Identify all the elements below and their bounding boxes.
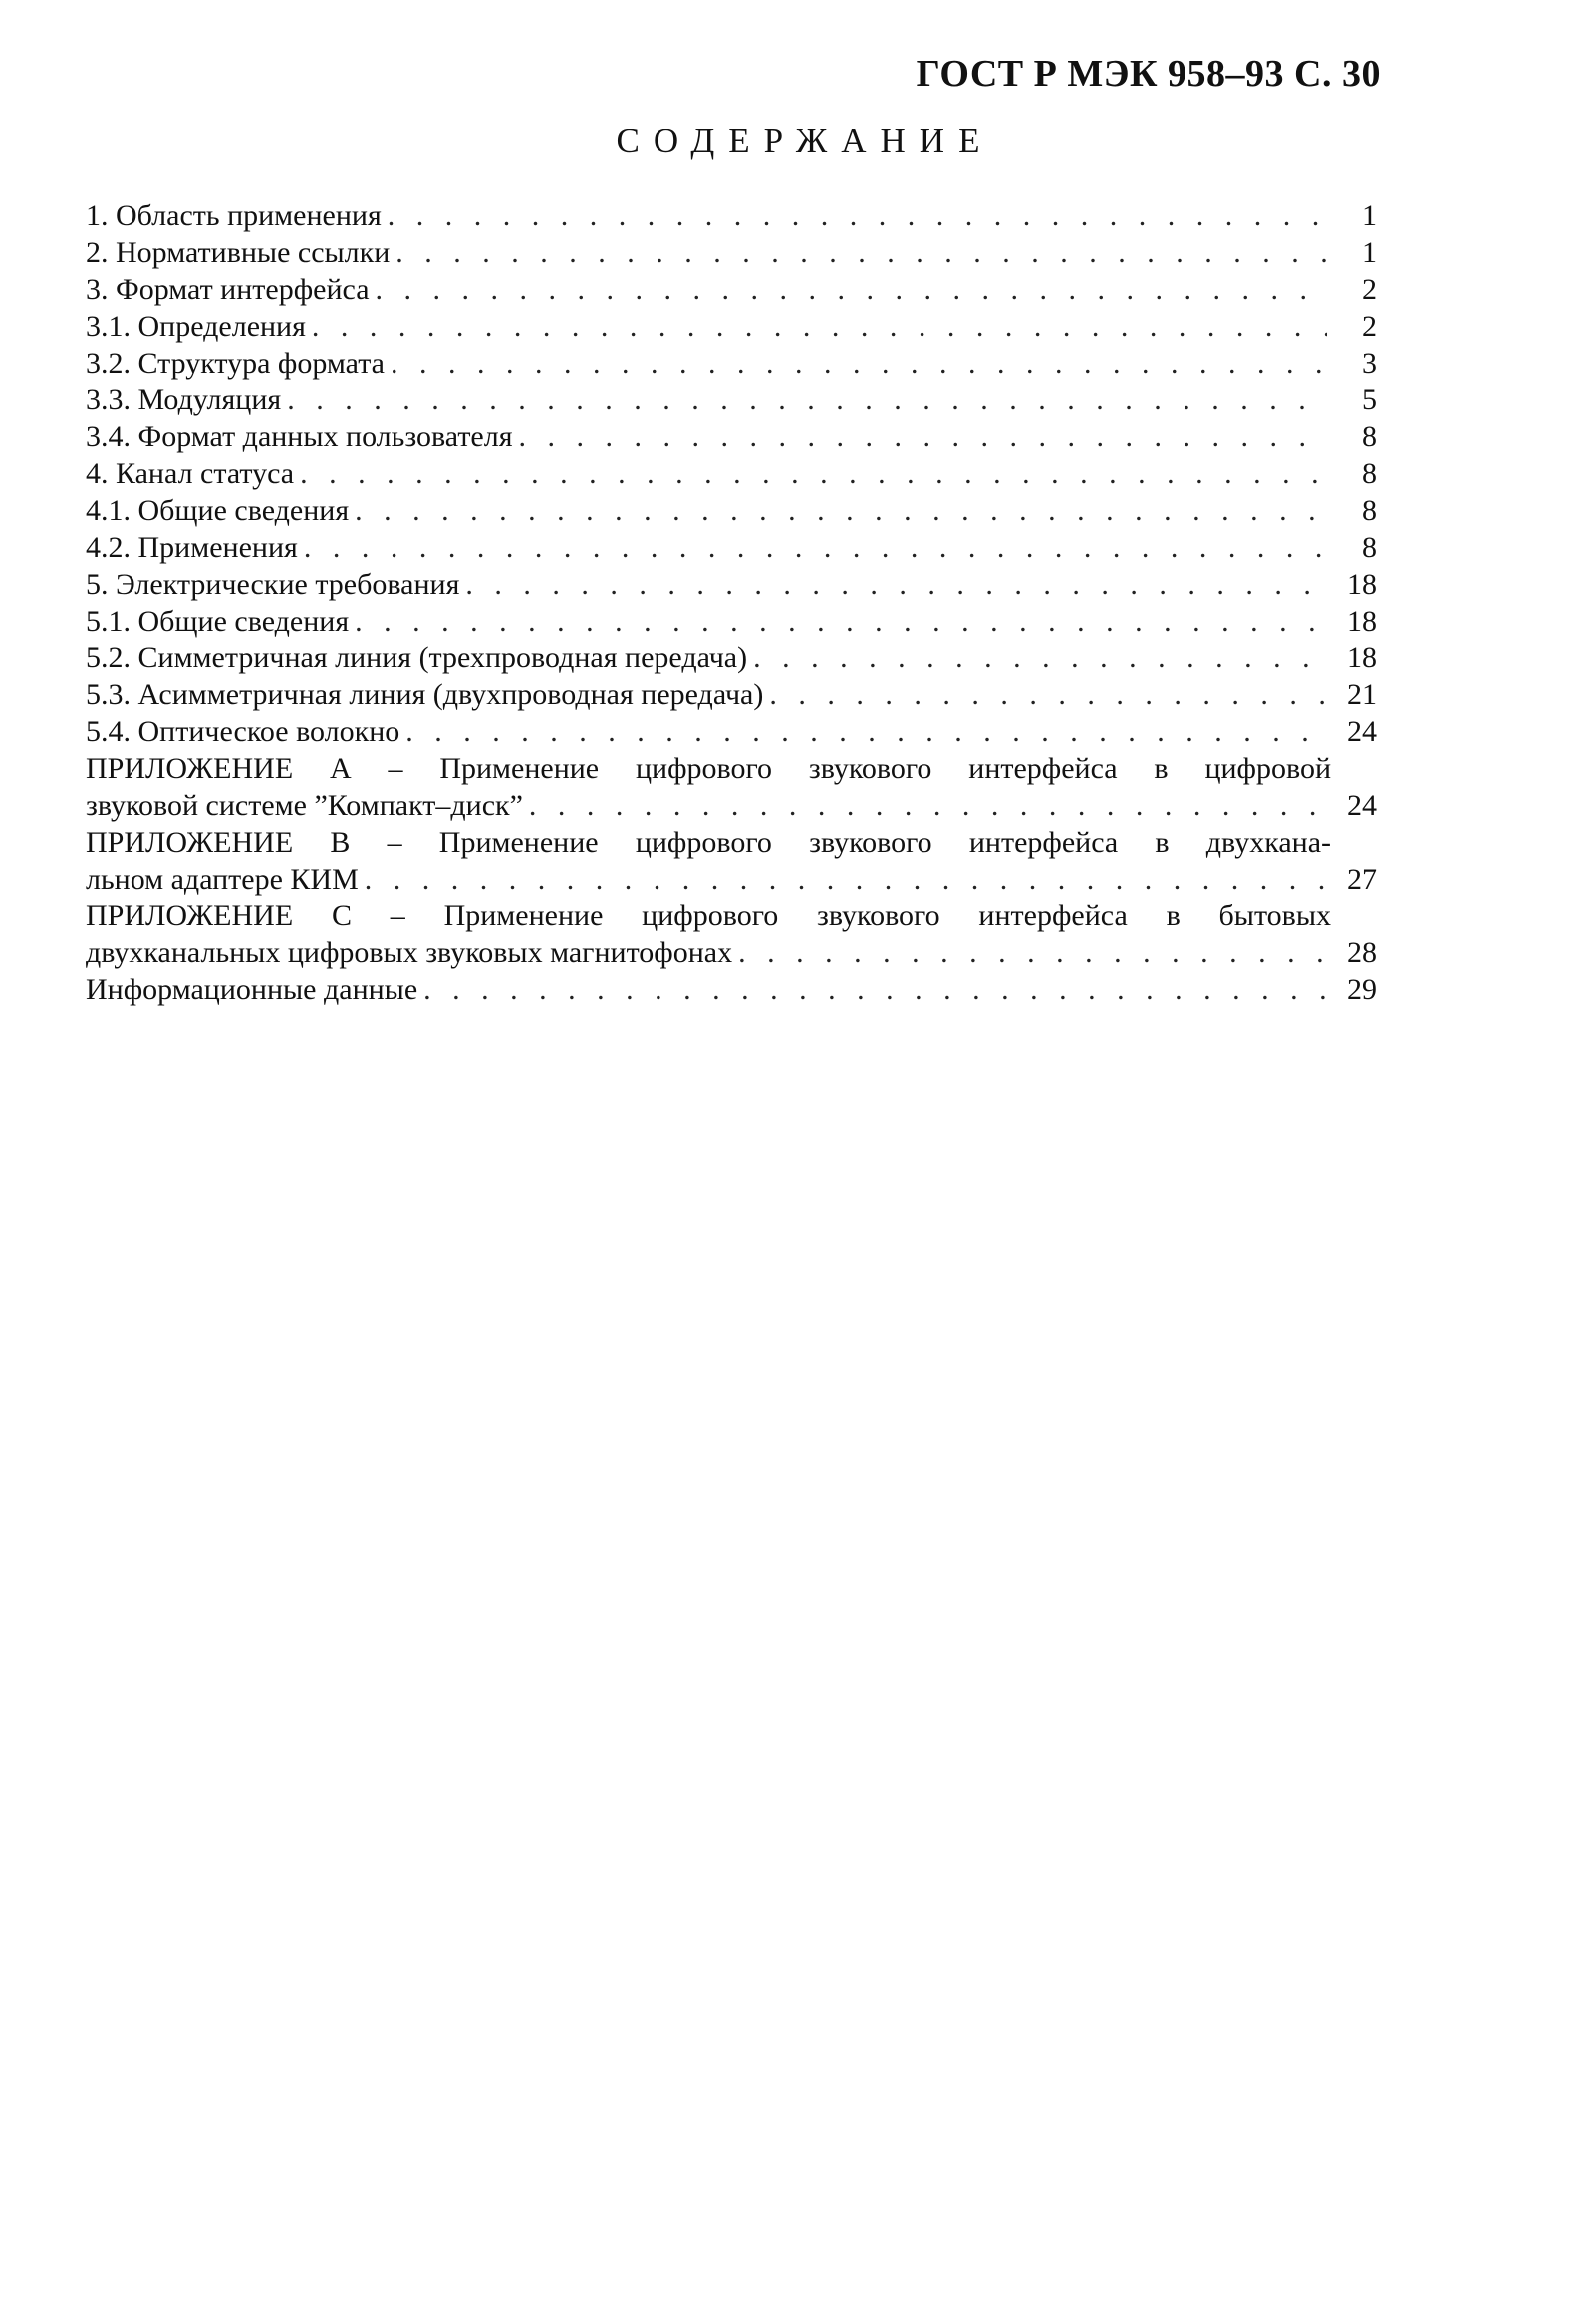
- toc-entry: [86, 529, 1377, 566]
- toc-entry-page: 1: [1362, 236, 1377, 269]
- dot-leader: [376, 271, 1327, 308]
- toc-entry-page: 2: [1362, 310, 1377, 343]
- toc-entry-label: 5.3. Асимметричная линия (двухпроводная передача): [86, 678, 764, 711]
- toc-entry: [86, 455, 1377, 492]
- dot-leader: [355, 603, 1327, 640]
- toc-entry-page: 21: [1347, 678, 1377, 711]
- toc-entry-page: 3: [1362, 347, 1377, 380]
- dot-leader: [287, 382, 1327, 418]
- dot-leader: [365, 861, 1327, 898]
- toc-entry-page: 1: [1362, 199, 1377, 232]
- toc-entry: [86, 308, 1377, 345]
- dot-leader: [753, 640, 1327, 676]
- toc-entry-page: 8: [1362, 531, 1377, 564]
- toc-entry-page: 24: [1347, 789, 1377, 822]
- toc-entry: [86, 713, 1377, 750]
- dot-leader: [769, 676, 1327, 713]
- toc-entry-page: 18: [1347, 605, 1377, 638]
- toc-entry-label: 3.2. Структура формата: [86, 347, 385, 380]
- toc-entry: [86, 345, 1377, 382]
- toc-entry: [86, 566, 1377, 603]
- appendix-b-line-1: ПРИЛОЖЕНИЕ В – Применение цифрового звукового интерфейса в двухкана-: [86, 826, 1331, 859]
- dot-leader: [738, 934, 1327, 971]
- appendix-a-line-1: ПРИЛОЖЕНИЕ А – Применение цифрового звукового интерфейса в цифровой: [86, 752, 1331, 785]
- toc-entry-label: двухканальных цифровых звуковых магнитофонах: [86, 936, 733, 969]
- dot-leader: [388, 197, 1327, 234]
- toc-entry-label: 1. Область применения: [86, 199, 382, 232]
- appendix-c-line-1: ПРИЛОЖЕНИЕ С – Применение цифрового звукового интерфейса в бытовых: [86, 900, 1331, 932]
- toc-entry: [86, 640, 1377, 676]
- toc-entry-label: 3.3. Модуляция: [86, 384, 282, 416]
- dot-leader: [519, 418, 1327, 455]
- toc-entry: [86, 492, 1377, 529]
- dot-leader: [312, 308, 1327, 345]
- dot-leader: [529, 787, 1327, 824]
- toc-entry-label: 5.2. Симметричная линия (трехпроводная передача): [86, 642, 748, 674]
- toc-entry-page: 8: [1362, 457, 1377, 490]
- toc-entry-label: 4.1. Общие сведения: [86, 494, 350, 527]
- toc-entry-page: 29: [1347, 973, 1377, 1006]
- toc-entry-page: 8: [1362, 420, 1377, 453]
- toc-entry: [86, 197, 1377, 234]
- toc-entry-page: 27: [1347, 863, 1377, 896]
- dot-leader: [395, 234, 1327, 271]
- toc-entry-appendix-b: [86, 861, 1377, 898]
- toc-entry: [86, 676, 1377, 713]
- toc-entry: [86, 418, 1377, 455]
- dot-leader: [304, 529, 1327, 566]
- toc-entry: [86, 271, 1377, 308]
- toc-entry-label: 3.4. Формат данных пользователя: [86, 420, 513, 453]
- page-title: СОДЕРЖАНИЕ: [616, 122, 994, 160]
- toc-entry-page: 24: [1347, 715, 1377, 748]
- toc-entry-page: 2: [1362, 273, 1377, 306]
- dot-leader: [423, 971, 1327, 1008]
- toc-entry-page: 28: [1347, 936, 1377, 969]
- toc-entry-label: 4.2. Применения: [86, 531, 298, 564]
- toc-entry: [86, 603, 1377, 640]
- toc-entry-label: льном адаптере КИМ: [86, 863, 359, 896]
- toc-entry-label: 3.1. Определения: [86, 310, 306, 343]
- toc-entry-label: 3. Формат интерфейса: [86, 273, 370, 306]
- toc-entry-label: 5.1. Общие сведения: [86, 605, 350, 638]
- table-of-contents: [86, 197, 1377, 1008]
- dot-leader: [355, 492, 1327, 529]
- toc-entry-page: 8: [1362, 494, 1377, 527]
- document-header: ГОСТ Р МЭК 958–93 С. 30: [916, 53, 1381, 95]
- toc-entry-label: звуковой системе ”Компакт–диск”: [86, 789, 523, 822]
- toc-entry-appendix-a: [86, 787, 1377, 824]
- toc-entry: [86, 382, 1377, 418]
- toc-entry-page: 18: [1347, 642, 1377, 674]
- toc-entry-label: 5. Электрические требования: [86, 568, 460, 601]
- toc-entry-final: [86, 971, 1377, 1008]
- toc-entry-label: 5.4. Оптическое волокно: [86, 715, 400, 748]
- dot-leader: [405, 713, 1327, 750]
- toc-entry-label: 4. Канал статуса: [86, 457, 295, 490]
- toc-entry-appendix-c: [86, 934, 1377, 971]
- toc-entry-label: 2. Нормативные ссылки: [86, 236, 391, 269]
- dot-leader: [391, 345, 1327, 382]
- dot-leader: [465, 566, 1327, 603]
- toc-entry: [86, 234, 1377, 271]
- toc-entry-page: 18: [1347, 568, 1377, 601]
- dot-leader: [300, 455, 1327, 492]
- toc-entry-label: Информационные данные: [86, 973, 418, 1006]
- toc-entry-page: 5: [1362, 384, 1377, 416]
